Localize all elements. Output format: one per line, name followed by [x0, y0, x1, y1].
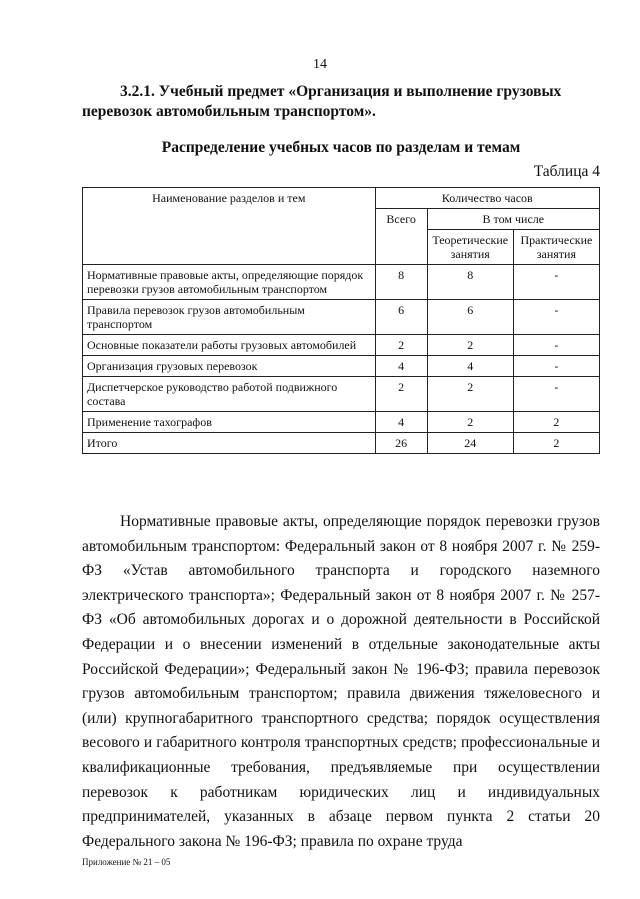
table-row	[83, 335, 600, 356]
header-total: Всего	[375, 209, 427, 265]
footer-note: Приложение № 21 – 05	[82, 857, 171, 867]
table-caption: Таблица 4	[533, 163, 600, 180]
header-theory: Теоретические занятия	[427, 230, 513, 265]
row-practice: -	[513, 335, 599, 356]
header-hours: Количество часов	[375, 188, 599, 209]
row-name: Нормативные правовые акты, определяющие порядок перевозки грузов автомобильным транспортом	[83, 265, 376, 300]
row-practice: -	[513, 377, 599, 412]
row-total: 2	[375, 377, 427, 412]
row-practice: -	[513, 300, 599, 335]
row-name: Основные показатели работы грузовых автомобилей	[83, 335, 376, 356]
row-name: Организация грузовых перевозок	[83, 356, 376, 377]
body-paragraph: Нормативные правовые акты, определяющие порядок перевозки грузов автомобильным транспортом: Федеральный закон от 8 ноября 2007 г. № 259-ФЗ «Устав автомобильного транспорта и городского наземного электрического транспорта»; Федеральный закон от 8 ноября 2007 г. № 257-ФЗ «Об автомобильных дорогах и о дорожной деятельности в Российской Федерации и о внесении изменений в отдельные законодательные акты Российской Федерации»; Федеральный закон № 196-ФЗ; правила перевозок грузов автомобильным транспортом; правила движения тяжеловесного и (или) крупногабаритного транспортного средства; порядок осуществления весового и габаритного контроля транспортных средств; профессиональные и квалификационные требования, предъявляемые при осуществлении перевозок к работникам юридических лиц и индивидуальных предпринимателей, указанных в абзаце первом пункта 2 статьи 20 Федерального закона № 196-ФЗ; правила по охране труда	[82, 513, 600, 850]
row-name: Правила перевозок грузов автомобильным транспортом	[83, 300, 376, 335]
row-practice: 2	[513, 412, 599, 433]
page-number: 14	[313, 57, 327, 72]
row-total: 4	[375, 412, 427, 433]
row-name: Применение тахографов	[83, 412, 376, 433]
table-row	[83, 265, 600, 300]
row-total: 4	[375, 356, 427, 377]
row-theory: 2	[427, 377, 513, 412]
row-practice: -	[513, 356, 599, 377]
table-row	[83, 300, 600, 335]
row-theory: 2	[427, 412, 513, 433]
header-practice: Практические занятия	[513, 230, 599, 265]
row-total: 2	[375, 335, 427, 356]
row-name: Диспетчерское руководство работой подвижного состава	[83, 377, 376, 412]
row-name: Итого	[83, 433, 376, 454]
row-theory: 4	[427, 356, 513, 377]
table-row	[83, 356, 600, 377]
header-name: Наименование разделов и тем	[83, 188, 376, 265]
row-total: 6	[375, 300, 427, 335]
row-practice: -	[513, 265, 599, 300]
table-row	[83, 412, 600, 433]
row-total: 8	[375, 265, 427, 300]
header-including: В том числе	[427, 209, 599, 230]
row-total: 26	[375, 433, 427, 454]
section-title: 3.2.1. Учебный предмет «Организация и выполнение грузовых перевозок автомобильным транспортом».	[82, 83, 562, 120]
hours-table	[82, 187, 600, 454]
row-theory: 6	[427, 300, 513, 335]
table-row	[83, 433, 600, 454]
row-theory: 8	[427, 265, 513, 300]
table-row	[83, 377, 600, 412]
row-theory: 24	[427, 433, 513, 454]
row-practice: 2	[513, 433, 599, 454]
distribution-title: Распределение учебных часов по разделам и темам	[161, 139, 521, 156]
row-theory: 2	[427, 335, 513, 356]
